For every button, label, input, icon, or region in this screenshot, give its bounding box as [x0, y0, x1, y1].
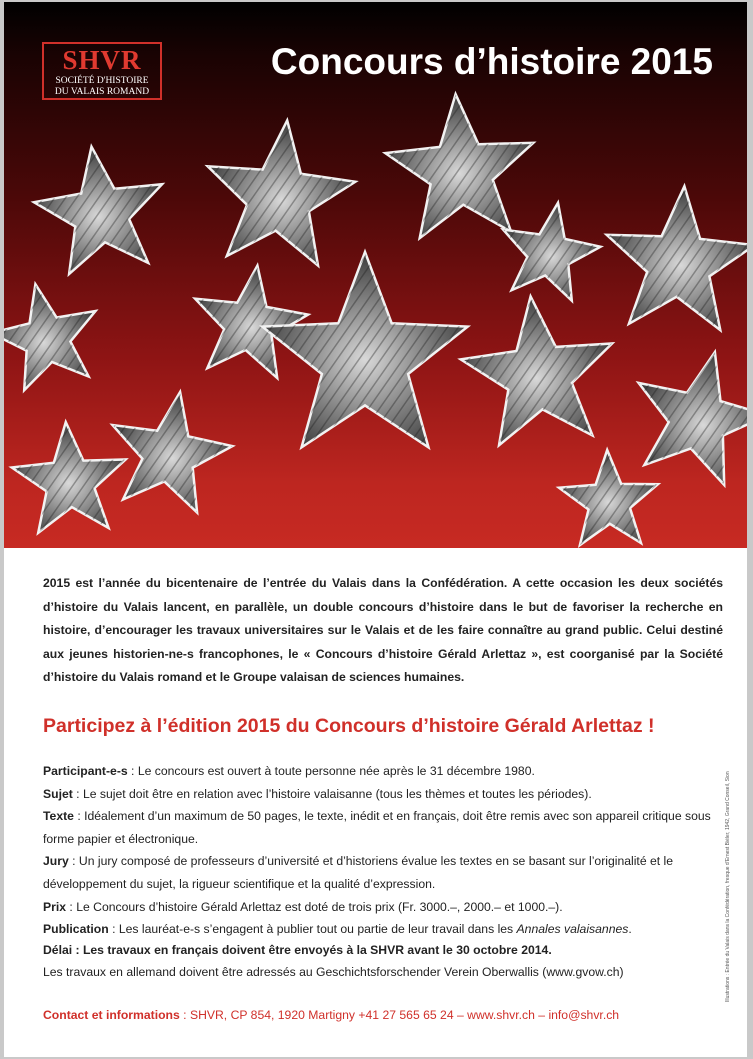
detail-subject	[43, 783, 723, 806]
poster-page	[4, 2, 747, 1057]
call-to-action-heading: Participez à l’édition 2015 du Concours d’histoire Gérald Arlettaz !	[43, 715, 655, 737]
detail-text: : Idéalement d’un maximum de 50 pages, le texte, inédit et en français, doit être remis avec son appareil critique sous forme papier et électronique.	[43, 809, 711, 846]
contact-label: Contact et informations	[43, 1008, 180, 1022]
detail-label: Sujet	[43, 786, 73, 801]
deadline-block	[43, 939, 723, 983]
contact-line	[43, 1005, 619, 1025]
intro-paragraph: 2015 est l’année du bicentenaire de l’entrée du Valais dans la Confédération. A cette occasion les deux sociétés d’histoire du Valais lancent, en parallèle, un double concours d’histoire dans le but de favoriser la recherche en histoire, d’encourager les travaux universitaires sur le Valais et de les faire connaître au grand public. Celui destiné aux jeunes historien-ne-s francophones, le « Concours d’histoire Gérald Arlettaz », est coorganisé par la Société d’histoire du Valais romand et le Groupe valaisan de sciences humaines.	[43, 576, 723, 685]
detail-label: Participant-e-s	[43, 764, 128, 778]
detail-jury	[43, 850, 723, 895]
star-texture-8	[262, 252, 467, 447]
detail-label: Jury	[43, 854, 69, 869]
logo-line-2: DU VALAIS ROMAND	[54, 87, 150, 97]
logo-line-1: SOCIÉTÉ D'HISTOIRE	[55, 76, 149, 86]
detail-label: Prix	[43, 899, 67, 914]
detail-text: : Le concours est ouvert à toute personne née après le 31 décembre 1980.	[127, 764, 535, 778]
shvr-logo	[42, 42, 162, 100]
detail-label: Texte	[43, 809, 74, 824]
star-texture-1	[34, 147, 162, 274]
hero-banner	[4, 2, 747, 548]
contact-details: : SHVR, CP 854, 1920 Martigny +41 27 565 65 24 – www.shvr.ch – info@shvr.ch	[179, 1008, 620, 1022]
star-texture-2	[208, 120, 356, 265]
star-texture-11	[12, 422, 126, 533]
detail-text-format	[43, 805, 723, 850]
details-list	[43, 760, 723, 941]
star-texture-9	[461, 296, 612, 445]
star-texture-7	[195, 266, 308, 378]
deadline-german: Les travaux en allemand doivent être adressés au Geschichtsforschender Verein Oberwallis (www.gvow.ch)	[43, 965, 624, 979]
detail-text-end: .	[628, 922, 632, 937]
detail-prizes	[43, 896, 723, 919]
star-texture-12	[113, 392, 233, 513]
journal-title: Annales valaisannes	[516, 922, 629, 937]
star-texture-5	[607, 186, 747, 330]
star-texture-3	[385, 94, 533, 238]
detail-text: : Le Concours d’histoire Gérald Arlettaz est doté de trois prix (Fr. 3000.–, 2000.– et 1000.–).	[66, 899, 563, 914]
detail-text: : Les lauréat-e-s s’engagent à publier tout ou partie de leur travail dans les	[108, 922, 517, 937]
detail-text: : Un jury composé de professeurs d’université et d’historiens évalue les textes en se basant sur l’originalité et le développement du sujet, la rigueur scientifique et la qualité d’expression.	[43, 854, 674, 891]
deadline-french: Délai : Les travaux en français doivent être envoyés à la SHVR avant le 30 octobre 2014.	[43, 943, 552, 957]
star-texture-4	[503, 203, 600, 301]
page-title: Concours d’histoire 2015	[270, 41, 713, 82]
detail-publication	[43, 918, 723, 941]
illustration-credit: Illustrations : Entrée du Valais dans la Confédération, fresque d’Ernest Biéler, 1942, Grand Conseil, Sion	[725, 771, 731, 1002]
detail-participants	[43, 760, 723, 783]
detail-label: Publication	[43, 922, 109, 937]
detail-text: : Le sujet doit être en relation avec l’histoire valaisanne (tous les thèmes et toutes les périodes).	[72, 786, 592, 801]
star-texture-10	[639, 352, 747, 485]
logo-acronym: SHVR	[62, 45, 142, 75]
